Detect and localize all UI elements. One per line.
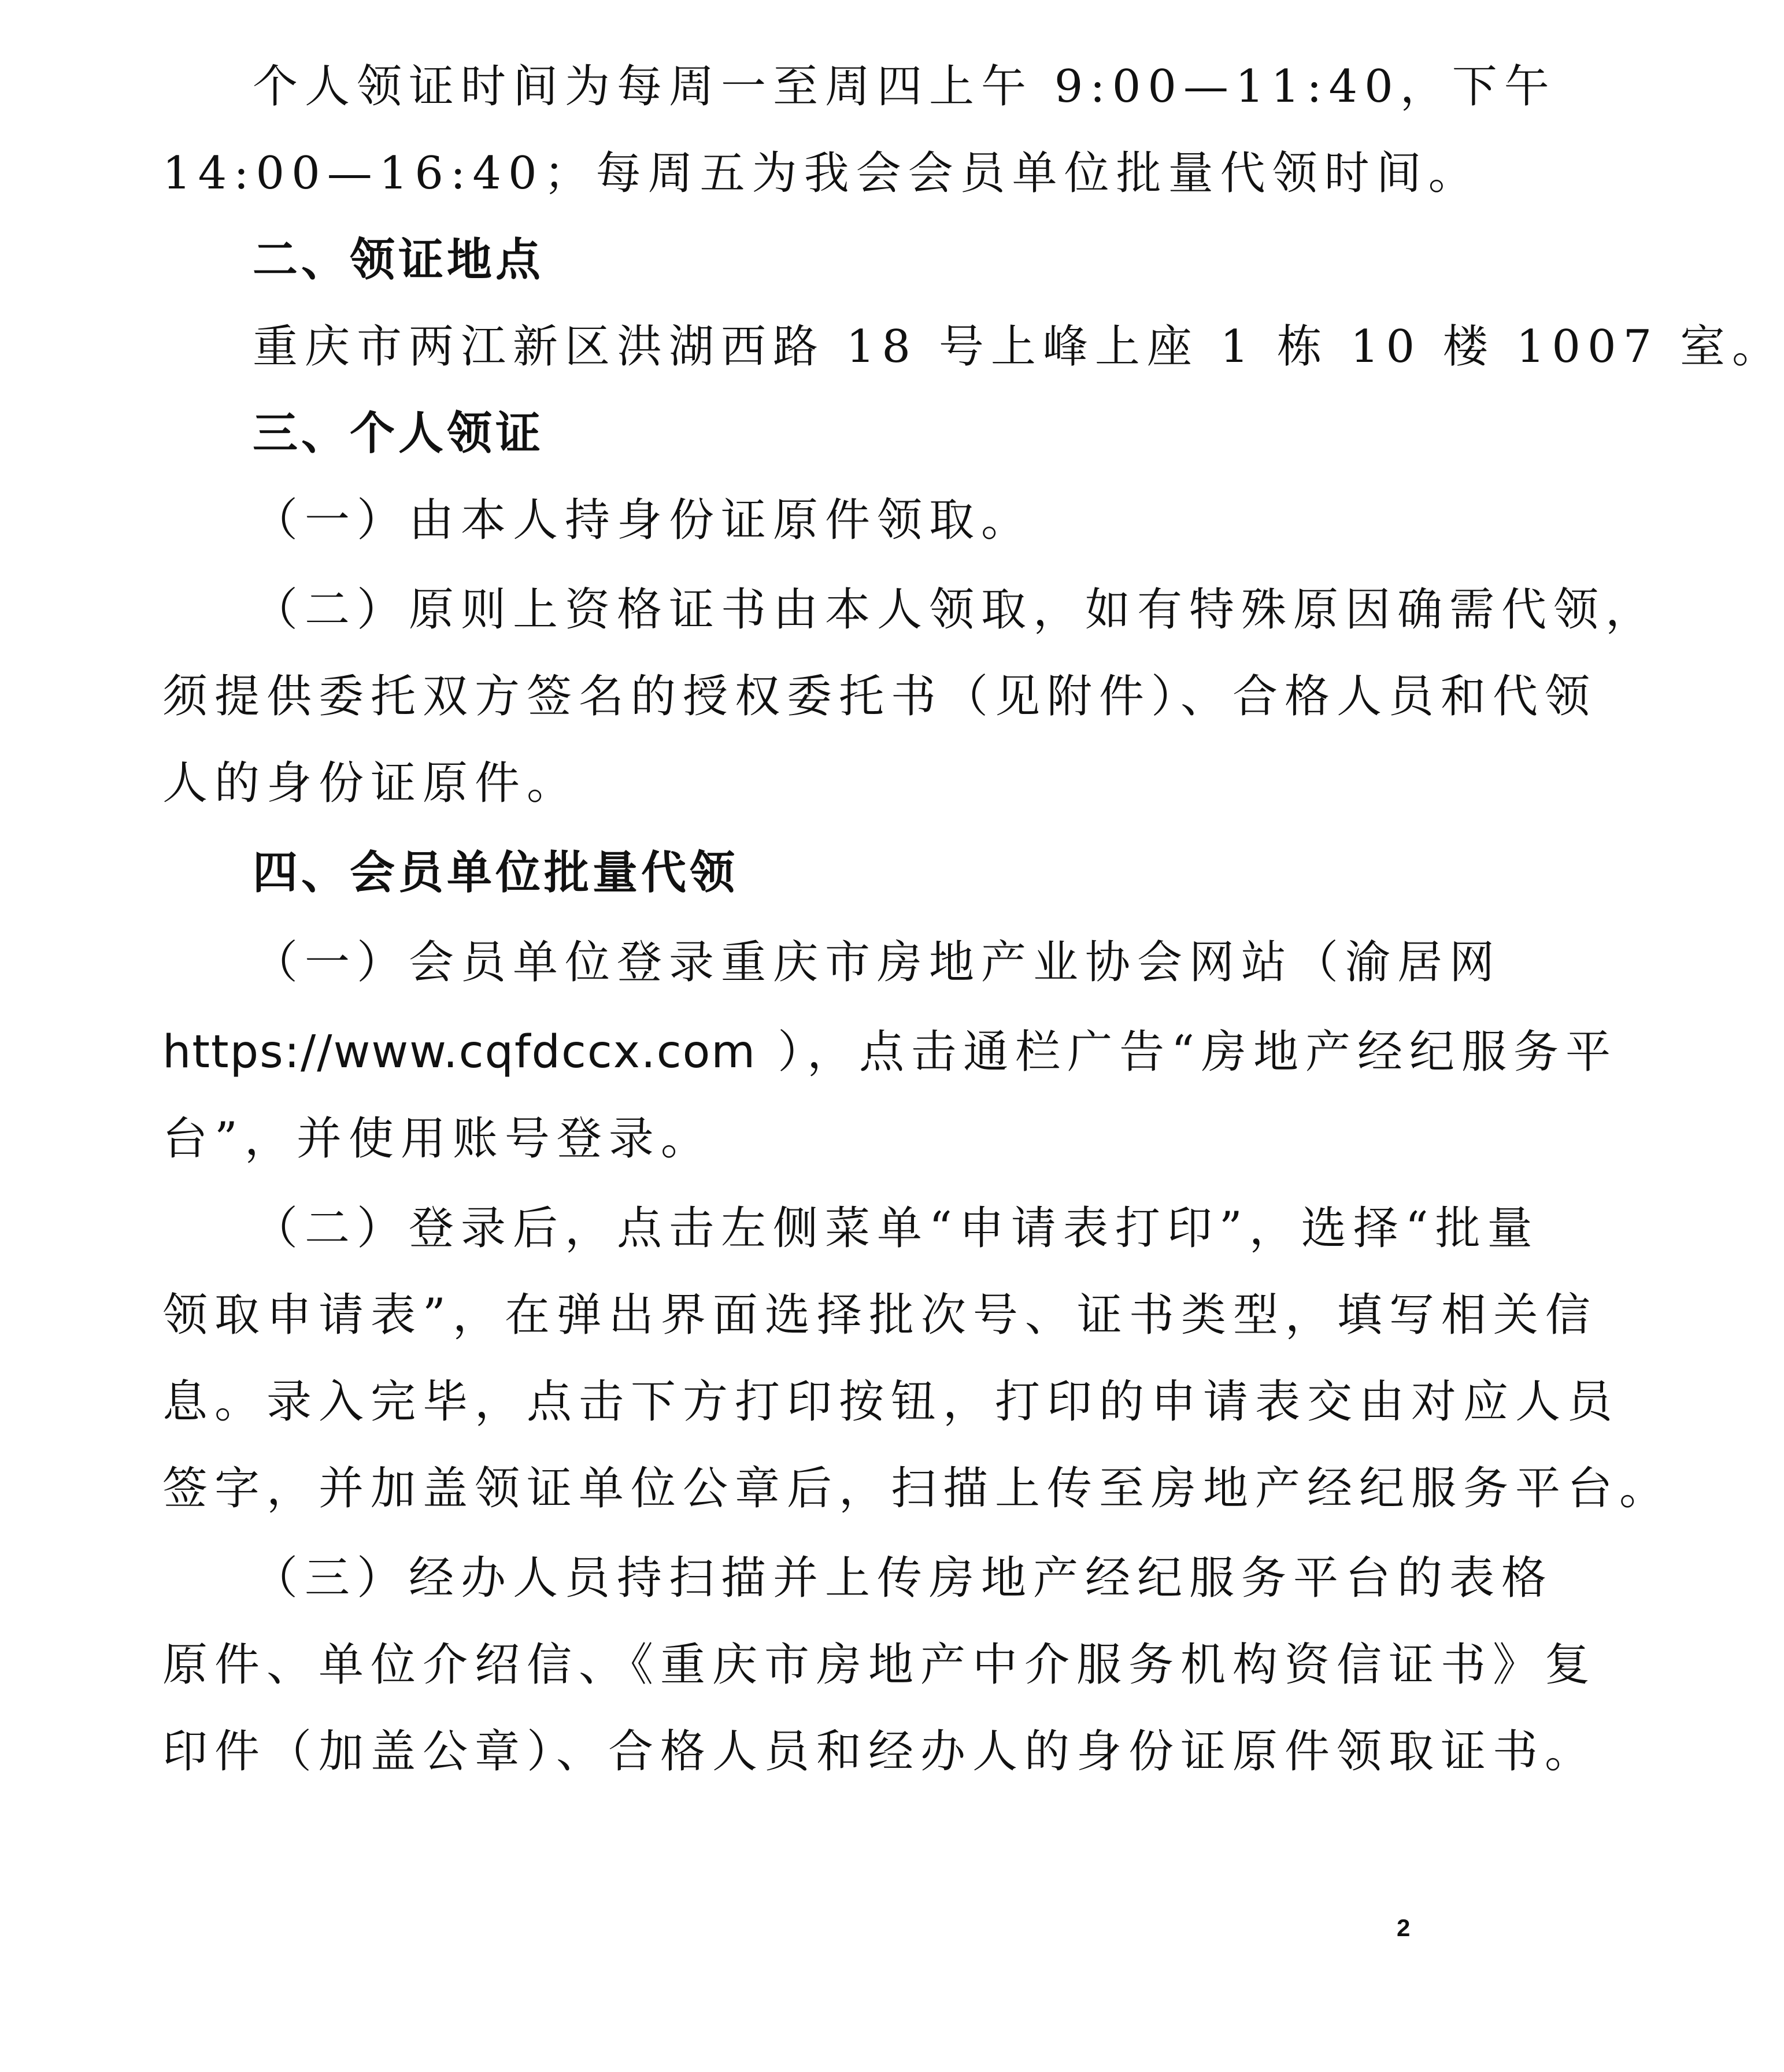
paragraph-line: 须提供委托双方签名的授权委托书（见附件）、合格人员和代领 [162, 671, 1597, 723]
paragraph-line: （二）原则上资格证书由本人领取，如有特殊原因确需代领， [253, 584, 1658, 636]
paragraph-line: （一）由本人持身份证原件领取。 [253, 494, 1034, 546]
paragraph-line: 台”，并使用账号登录。 [162, 1113, 713, 1165]
paragraph-line: 个人领证时间为每周一至周四上午 9:00—11:40，下午 [253, 61, 1556, 113]
paragraph-line: （一）会员单位登录重庆市房地产业协会网站（渝居网 [253, 937, 1502, 989]
paragraph-line [162, 1023, 1618, 1081]
paragraph-line: 人的身份证原件。 [162, 757, 579, 809]
paragraph-line: 重庆市两江新区洪湖西路 18 号上峰上座 1 栋 10 楼 1007 室。 [253, 321, 1784, 373]
paragraph-line: 14:00—16:40；每周五为我会会员单位批量代领时间。 [162, 147, 1481, 199]
paragraph-line: 印件（加盖公章）、合格人员和经办人的身份证原件领取证书。 [162, 1726, 1597, 1778]
paragraph-line: 领取申请表”，在弹出界面选择批次号、证书类型，填写相关信 [162, 1289, 1597, 1341]
paragraph-line: 原件、单位介绍信、《重庆市房地产中介服务机构资信证书》复 [162, 1639, 1597, 1691]
website-url: https://www.cqfdccx.com [162, 1026, 757, 1078]
section-heading: 二、领证地点 [253, 234, 545, 286]
section-heading: 四、会员单位批量代领 [253, 847, 739, 899]
page-number: 2 [1397, 1914, 1411, 1941]
paragraph-line: （三）经办人员持扫描并上传房地产经纪服务平台的表格 [253, 1552, 1554, 1604]
paragraph-line: 息。录入完毕，点击下方打印按钮，打印的申请表交由对应人员 [162, 1376, 1620, 1428]
paragraph-line: （二）登录后，点击左侧菜单“申请表打印”，选择“批量 [253, 1202, 1539, 1255]
section-heading: 三、个人领证 [253, 408, 545, 460]
paragraph-text: ），点击通栏广告“房地产经纪服务平 [778, 1026, 1618, 1078]
paragraph-line: 签字，并加盖领证单位公章后，扫描上传至房地产经纪服务平台。 [162, 1463, 1672, 1515]
